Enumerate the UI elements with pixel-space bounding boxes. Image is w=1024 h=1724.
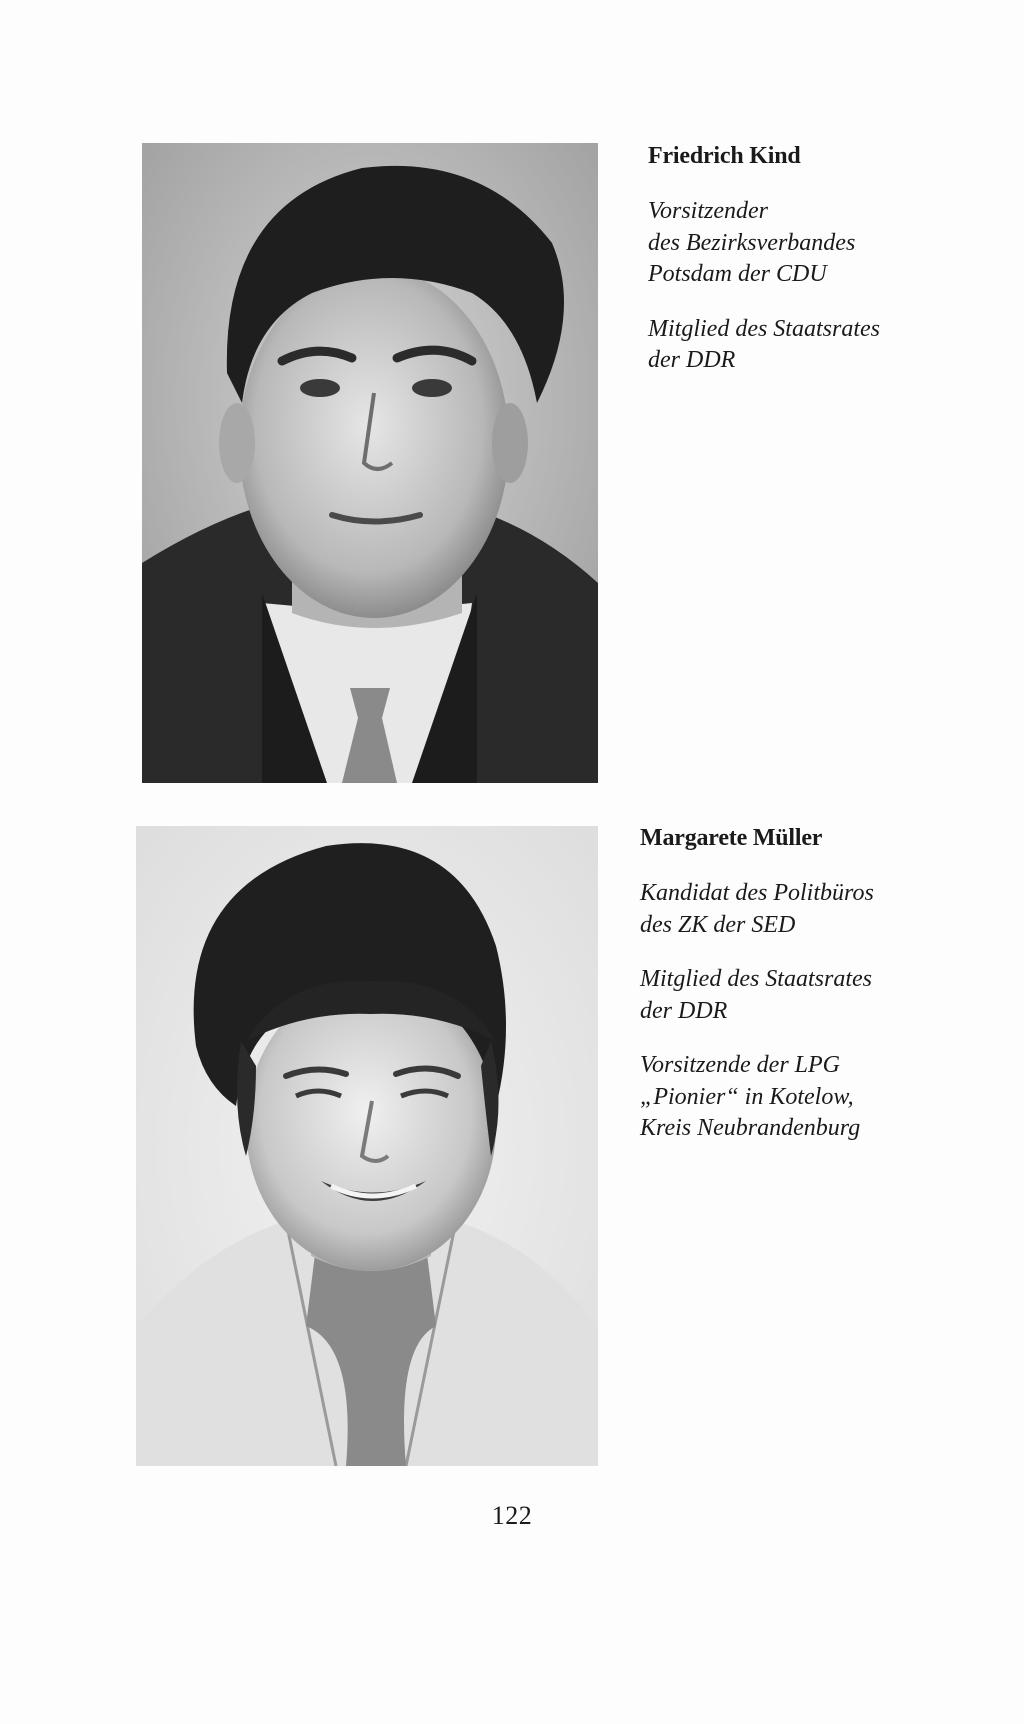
person-name: Friedrich Kind [648, 143, 801, 169]
role-text: Kandidat des Politbüros des ZK der SED [640, 880, 874, 938]
portrait-man-image [142, 143, 598, 783]
role-text: Mitglied des Staatsrates der DDR [648, 315, 880, 373]
person-name: Margarete Müller [640, 825, 823, 851]
role-text: Mitglied des Staatsrates der DDR [640, 966, 872, 1024]
role-text: Vorsitzende der LPG „Pionier“ in Kotelow, Kreis Neubrandenburg [640, 1052, 861, 1141]
portrait-woman-image [136, 826, 598, 1466]
role-text: Vorsitzender des Bezirksverbandes Potsdam der CDU [648, 198, 856, 287]
portrait-photo-friedrich-kind [142, 143, 598, 783]
caption-margarete-mueller [640, 822, 940, 1168]
page-number: 122 [491, 1501, 533, 1530]
caption-friedrich-kind [648, 140, 948, 400]
portrait-photo-margarete-mueller [136, 826, 598, 1466]
